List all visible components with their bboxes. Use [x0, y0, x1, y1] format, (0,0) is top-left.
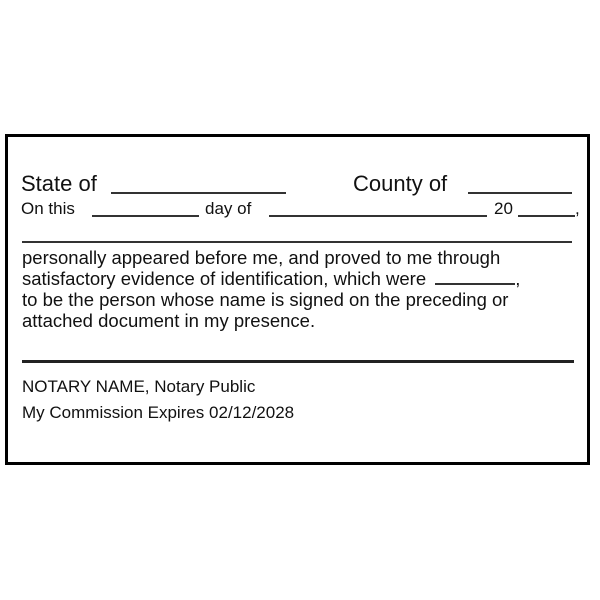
day-of-label: day of	[205, 199, 252, 218]
day-blank-line	[92, 215, 199, 217]
on-this-label: On this	[21, 199, 75, 218]
paragraph-line-2-text: satisfactory evidence of identification, which were	[22, 268, 427, 289]
county-blank-line	[468, 192, 572, 194]
paragraph-line-4: attached document in my presence.	[22, 310, 316, 331]
identification-comma: ,	[515, 268, 521, 289]
identification-blank-line	[435, 268, 515, 285]
state-blank-line	[111, 192, 286, 194]
commission-expiry-label: My Commission Expires 02/12/2028	[22, 403, 295, 422]
year-prefix-label: 20	[494, 199, 513, 218]
county-of-label: County of	[353, 171, 448, 196]
state-of-label: State of	[21, 171, 97, 196]
year-comma: ,	[575, 199, 580, 218]
paragraph-line-1: personally appeared before me, and proved to me through	[22, 247, 501, 268]
notary-stamp-frame	[5, 134, 590, 465]
person-name-blank-line	[22, 241, 572, 243]
paragraph-line-2	[22, 268, 582, 289]
year-blank-line	[518, 215, 575, 217]
month-blank-line	[269, 215, 487, 217]
acknowledgment-paragraph	[22, 247, 582, 331]
paragraph-line-3: to be the person whose name is signed on the preceding or	[22, 289, 509, 310]
signature-line	[22, 360, 574, 363]
notary-name-label: NOTARY NAME, Notary Public	[22, 377, 256, 396]
